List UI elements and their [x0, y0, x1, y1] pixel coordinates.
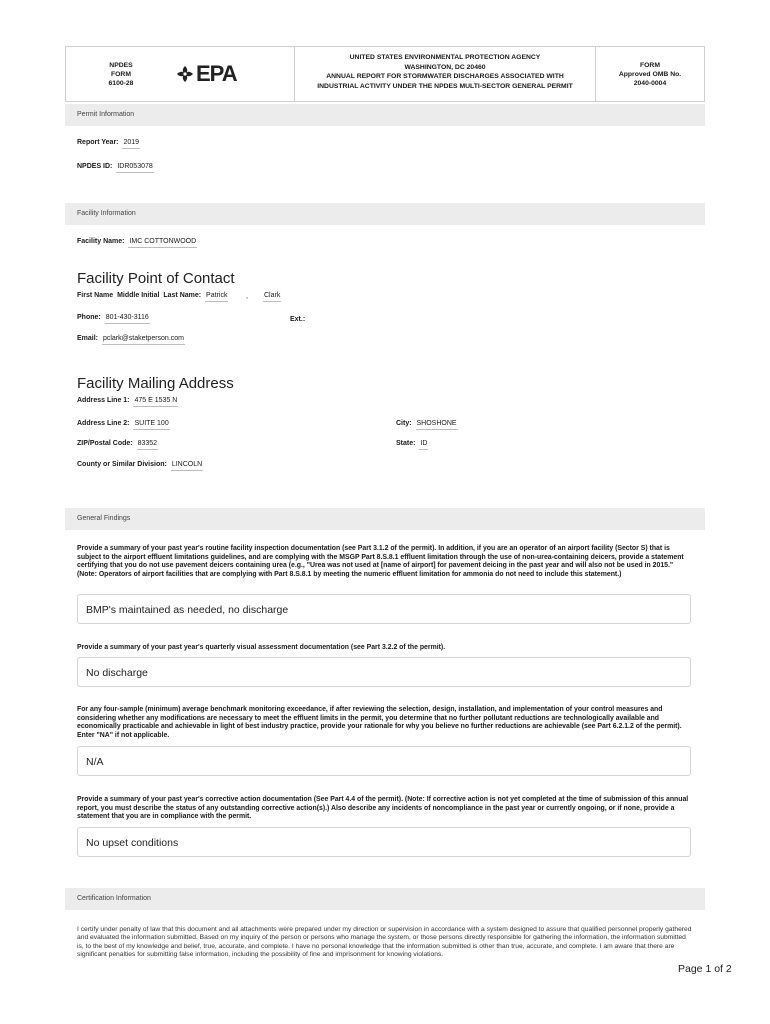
- city-row: [396, 420, 458, 430]
- section-facility-information: Facility Information: [65, 203, 705, 225]
- address-line2-value: SUITE 100: [133, 420, 169, 430]
- page-number: Page 1 of 2: [678, 963, 732, 975]
- omb-number: FORM Approved OMB No. 2040-0004: [618, 62, 682, 87]
- state-row: [396, 440, 428, 450]
- address-line1-label: Address Line 1:: [77, 397, 130, 404]
- answer-benchmark-exceedance: N/A: [77, 746, 691, 776]
- email-label: Email:: [77, 335, 99, 342]
- section-certification-information: Certification Information: [65, 888, 705, 910]
- facility-name-label: Facility Name:: [77, 238, 125, 245]
- question-corrective-action: Provide a summary of your past year's corrective action documentation (See Part 4.4 of the permit). (Note: If corrective action is not yet completed at the time of submission of this annual report, you must describe the status of any outstanding corrective action(s).) Also describe any incidents of noncompliance in the past year or currently ongoing, or if none, provide a statement that you are in compliance with the permit.: [77, 796, 689, 821]
- report-year-row: [77, 139, 140, 149]
- logo-text: EPA: [196, 61, 237, 86]
- zip-row: [77, 440, 158, 450]
- last-name-label: Last Name:: [163, 292, 202, 299]
- city-value: SHOSHONE: [416, 420, 458, 430]
- first-name-label: First Name: [77, 292, 114, 299]
- email-value: pclark@staketperson.com: [102, 335, 185, 345]
- zip-value: 83352: [137, 440, 158, 450]
- contact-name-row: [77, 292, 228, 302]
- county-value: LINCOLN: [171, 461, 203, 471]
- phone-value: 801-430-3116: [105, 314, 150, 324]
- answer-visual-assessment: No discharge: [77, 657, 691, 687]
- address-line2-row: [77, 420, 170, 430]
- epa-flower-icon: [176, 65, 194, 83]
- certification-statement: I certify under penalty of law that this document and all attachments were prepared under my direction or supervision in accordance with a system designed to assure that qualified personnel properly gathered and evaluated the information submitted. Based on my inquiry of the person or persons who manage the system, or those persons directly responsible for gathering the information, the information submitted is, to the best of my knowledge and belief, true, accurate, and complete. I have no personal knowledge that the information submitted is other than true, accurate, and complete. I am aware that there are significant penalties for submitting false information, including the possibility of fine and imprisonment for knowing violations.: [77, 926, 692, 959]
- facility-name-row: [77, 238, 197, 248]
- state-label: State:: [396, 440, 416, 447]
- phone-row: [77, 314, 150, 324]
- address-line2-label: Address Line 2:: [77, 420, 130, 427]
- form-number: NPDES FORM 6100-28: [108, 61, 134, 87]
- ext-row: [290, 316, 305, 323]
- question-inspection-summary: Provide a summary of your past year's routine facility inspection documentation (see Part 3.1.2 of the permit). In addition, if you are an operator of an airport facility (Sector S) that is subject to the airport effluent limitations guidelines, and are complying with the MSGP Part 8.S.8.1 effluent limitation through the use of non-urea-containing deicers, provide a statement certifying that you do not use pavement deicers containing urea (e.g., "Urea was not used at [name of airport] for pavement deicing in the past year and will also not be used in 2015." (Note: Operators of airport facilities that are complying with Part 8.S.8.1 by meeting the numeric effluent limitation for ammonia do not need to include this statement.): [77, 545, 684, 578]
- ext-label: Ext.:: [290, 316, 306, 323]
- first-name-value: Patrick: [205, 292, 228, 302]
- report-year-value: 2019: [122, 139, 140, 149]
- header-left: [66, 47, 295, 101]
- section-permit-information: Permit Information: [65, 104, 705, 126]
- last-name-value: Clark: [263, 292, 281, 302]
- county-row: [77, 461, 203, 471]
- last-name-field: [263, 292, 281, 302]
- address-line1-value: 475 E 1535 N: [133, 397, 178, 407]
- middle-initial-label: Middle Initial: [117, 292, 160, 299]
- answer-corrective-action: No upset conditions: [77, 827, 691, 857]
- section-general-findings: General Findings: [65, 508, 705, 530]
- city-label: City:: [396, 420, 412, 427]
- npdes-id-label: NPDES ID:: [77, 163, 113, 170]
- facility-name-value: IMC COTTONWOOD: [128, 238, 197, 248]
- mailing-heading: Facility Mailing Address: [77, 375, 234, 392]
- form-page: [65, 46, 705, 959]
- state-value: ID: [419, 440, 428, 450]
- report-year-label: Report Year:: [77, 139, 119, 146]
- npdes-id-row: [77, 163, 154, 173]
- phone-label: Phone:: [77, 314, 101, 321]
- address-line1-row: [77, 397, 178, 407]
- question-visual-assessment: Provide a summary of your past year's quarterly visual assessment documentation (see Part 3.2.2 of the permit).: [77, 644, 446, 651]
- contact-heading: Facility Point of Contact: [77, 270, 235, 287]
- epa-logo: [176, 61, 237, 87]
- npdes-id-value: IDR053078: [116, 163, 153, 173]
- agency-title: UNITED STATES ENVIRONMENTAL PROTECTION AGENCY WASHINGTON, DC 20460 ANNUAL REPORT FOR STORMWATER DISCHARGES ASSOCIATED WITH INDUSTRIAL ACTIVITY UNDER THE NPDES MULTI-SECTOR GENERAL PERMIT: [295, 47, 596, 101]
- email-row: [77, 335, 185, 345]
- answer-inspection-summary: BMP's maintained as needed, no discharge: [77, 594, 691, 624]
- county-label: County or Similar Division:: [77, 461, 167, 468]
- form-header: [65, 46, 705, 102]
- question-benchmark-exceedance: For any four-sample (minimum) average benchmark monitoring exceedance, if after reviewing the selection, design, installation, and implementation of your control measures and considering whether any modifications are necessary to meet the effluent limits in the permit, you determine that no further pollutant reductions are technologically available and economically practicable and achievable in light of best industry practice, provide your rationale for why you believe no further reductions are achievable (see Part 6.2.1.2 of the permit). Enter "NA" if not applicable.: [77, 706, 682, 739]
- name-separator: ,: [246, 293, 248, 300]
- zip-label: ZIP/Postal Code:: [77, 440, 133, 447]
